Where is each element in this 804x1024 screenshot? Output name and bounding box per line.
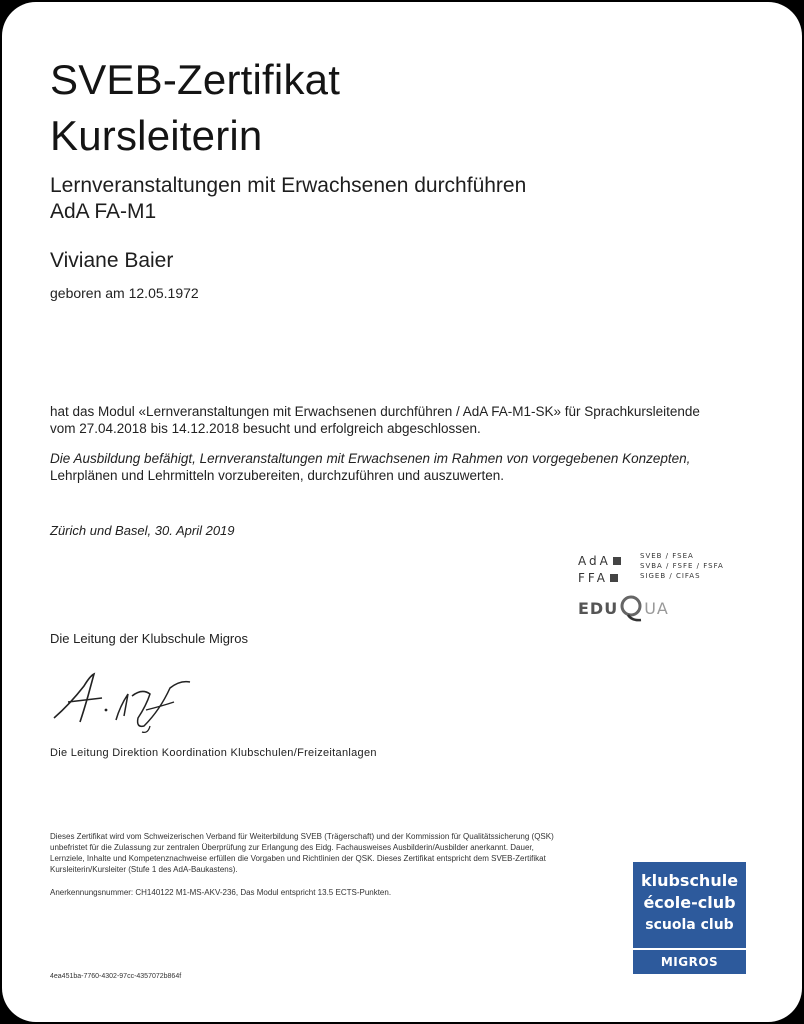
ada-org-line1: SVEB / FSEA <box>640 552 694 560</box>
klubschule-migros-logo <box>633 862 746 974</box>
signature-caption: Die Leitung Direktion Koordination Klubschulen/Freizeitanlagen <box>50 747 377 759</box>
completion-statement-line1: hat das Modul «Lernveranstaltungen mit Erwachsenen durchführen / AdA FA-M1-SK» für Sprachkursleitende <box>50 404 700 419</box>
ada-org-line3: SIGEB / CIFAS <box>640 572 701 580</box>
ffa-square-icon <box>610 574 618 582</box>
competence-statement-line1: Die Ausbildung befähigt, Lernveranstaltungen mit Erwachsenen im Rahmen von vorgegebenen Konzepten, <box>50 451 691 466</box>
scuola-club-label: scuola club <box>645 917 734 933</box>
ada-square-icon <box>613 557 621 565</box>
eduqua-suffix: UA <box>644 599 669 618</box>
certificate-title: SVEB-Zertifikat <box>50 56 341 103</box>
certificate-page <box>2 2 802 1022</box>
eduqua-prefix: EDU <box>578 599 619 618</box>
document-id: 4ea451ba-7760-4302-97cc-4357072b864f <box>50 973 182 980</box>
module-title: Lernveranstaltungen mit Erwachsenen durchführen <box>50 174 527 197</box>
signature <box>50 666 210 736</box>
competence-statement-line2: Lehrplänen und Lehrmitteln vorzubereiten, durchzuführen und auszuwerten. <box>50 468 505 483</box>
certificate-role: Kursleiterin <box>50 112 263 159</box>
fine-print: Dieses Zertifikat wird vom Schweizerischen Verband für Weiterbildung SVEB (Trägerschaft) und der Kommission für Qualitätssicherung (QSK) unbefristet für die Zulassung zur zentralen Überprüfung zur Erlangung des Eidg. Fachausweises Ausbilderin/Ausbilder anerkannt. Dauer, Lernziele, Inhalte und Kompetenznachweise erfüllen die Vorgaben und Richtlinien der QSK. Dieses Zertifikat entspricht dem SVEB-Zertifikat Kursleiterin/Kursleiter (Stufe 1 des AdA-Baukastens). <box>50 832 554 874</box>
module-code: AdA FA-M1 <box>50 200 157 223</box>
holder-name: Viviane Baier <box>50 249 174 272</box>
completion-statement-line2: vom 27.04.2018 bis 14.12.2018 besucht und erfolgreich abgeschlossen. <box>50 421 481 436</box>
birth-date: geboren am 12.05.1972 <box>50 285 199 301</box>
ada-ffa-logo <box>578 550 748 586</box>
eduqua-logo <box>578 594 669 624</box>
issuer-line: Die Leitung der Klubschule Migros <box>50 631 248 646</box>
ffa-letters: FFA <box>578 571 608 585</box>
recognition-number: Anerkennungsnummer: CH140122 M1-MS-AKV-236, Das Modul entspricht 13.5 ECTS-Punkten. <box>50 888 392 897</box>
eduqua-q-icon <box>618 594 644 624</box>
place-date: Zürich und Basel, 30. April 2019 <box>50 523 235 538</box>
ada-org-line2: SVBA / FSFE / FSFA <box>640 562 724 570</box>
ecole-club-label: école-club <box>643 893 736 912</box>
klubschule-label: klubschule <box>640 871 739 890</box>
migros-label: MIGROS <box>633 948 746 974</box>
ada-letters: AdA <box>578 554 611 568</box>
